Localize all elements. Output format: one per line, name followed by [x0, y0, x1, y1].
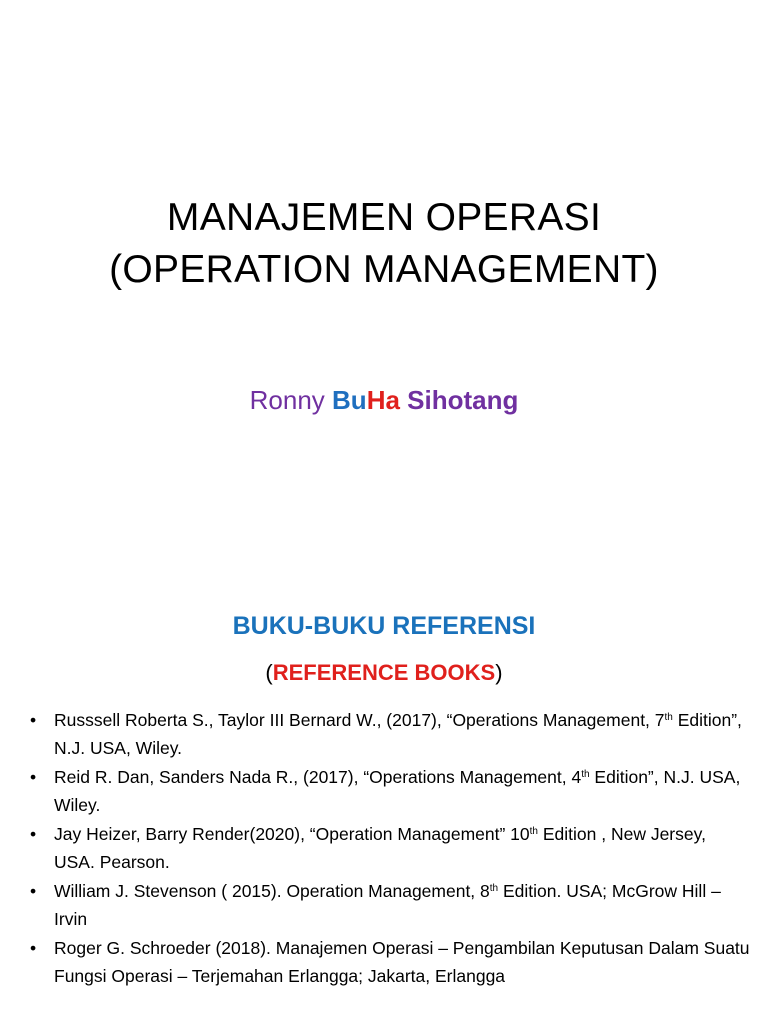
title-line-1: MANAJEMEN OPERASI — [166, 196, 602, 239]
reference-text-end: Edition. USA; McGrow Hill – Irvin — [54, 881, 721, 929]
reference-text: Roger G. Schroeder (2018). Manajemen Operasi – Pengambilan Keputusan Dalam Suatu Fungsi Operasi – Terjemahan Erlangga; Jakarta, Erlangga — [54, 938, 750, 986]
reference-text-end: Edition , New Jersey, USA. Pearson. — [54, 824, 706, 872]
reference-list — [30, 706, 750, 991]
author-name-bu: Bu — [332, 385, 367, 415]
author-name — [0, 380, 768, 420]
bullet-icon: • — [30, 881, 37, 901]
reference-text: Russsell Roberta S., Taylor III Bernard W., (2017), “Operations Management, 7 — [54, 710, 665, 730]
bullet-icon: • — [30, 710, 37, 730]
reference-text: William J. Stevenson ( 2015). Operation Management, 8 — [54, 881, 490, 901]
reference-text: Jay Heizer, Barry Render(2020), “Operation Management” 10 — [54, 824, 530, 844]
author-name-ha: Ha — [366, 385, 400, 415]
reference-item — [30, 877, 750, 933]
reference-item — [30, 706, 750, 762]
reference-item — [30, 820, 750, 876]
subheading-open-paren: ( — [265, 660, 273, 685]
reference-ordinal: th — [664, 712, 673, 723]
slide-title — [0, 192, 768, 296]
title-line-2: (OPERATION MANAGEMENT) — [109, 248, 659, 291]
reference-text: Reid R. Dan, Sanders Nada R., (2017), “Operations Management, 4 — [54, 767, 582, 787]
reference-ordinal: th — [489, 883, 499, 894]
bullet-icon: • — [30, 824, 37, 844]
reference-text-end: Edition”, N.J. USA, Wiley. — [54, 767, 741, 815]
reference-ordinal: th — [529, 826, 538, 837]
reference-ordinal: th — [581, 769, 590, 780]
reference-text-end: Edition”, N.J. USA, Wiley. — [54, 710, 742, 758]
bullet-icon: • — [30, 938, 37, 958]
references-heading: BUKU-BUKU REFERENSI — [232, 612, 536, 640]
author-last-name: Sihotang — [399, 385, 519, 415]
reference-item — [30, 934, 750, 990]
references-subheading — [0, 655, 768, 691]
subheading-close-paren: ) — [495, 660, 503, 685]
author-first-name: Ronny — [249, 385, 333, 415]
reference-item — [30, 763, 750, 819]
subheading-text: REFERENCE BOOKS — [272, 660, 496, 685]
bullet-icon: • — [30, 767, 37, 787]
